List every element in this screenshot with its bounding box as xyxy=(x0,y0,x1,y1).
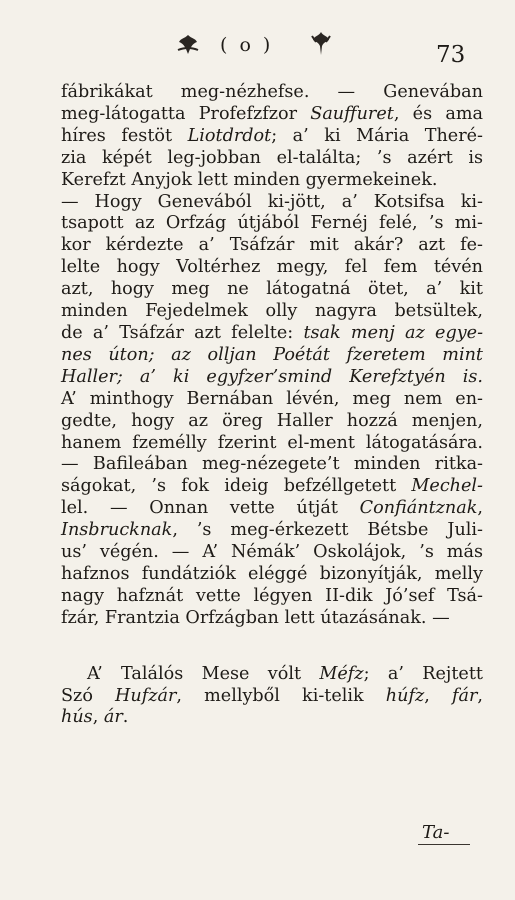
text-run: hafznos fundátziók eléggé bizonyítják, melly xyxy=(61,563,483,584)
main-paragraph xyxy=(61,82,483,630)
text-line xyxy=(61,664,483,686)
text-run: húfz xyxy=(385,685,425,706)
text-run: Szó xyxy=(61,685,116,706)
text-line xyxy=(61,454,483,476)
text-line xyxy=(61,411,483,433)
text-run: azt, hogy meg ne látogatná ötet, a’ kit xyxy=(61,279,483,300)
text-run: Sauffuret xyxy=(310,103,394,124)
text-run: , xyxy=(424,685,452,706)
text-run: tsak menj az egye- xyxy=(303,322,484,343)
page-header xyxy=(0,28,515,68)
floral-ornament-icon xyxy=(308,30,334,58)
text-run: minden Fejedelmek olly nagyra betsültek, xyxy=(61,301,483,322)
text-run: us’ végén. — A’ Némák’ Oskolájok, ’s más xyxy=(61,542,483,563)
section-gap xyxy=(61,630,483,664)
text-run: zia képét leg-jobban el-találta; ’s azért is xyxy=(61,147,483,168)
text-run: , mellyből ki-telik xyxy=(176,685,386,706)
text-line xyxy=(61,345,483,367)
text-line xyxy=(61,367,483,389)
text-line xyxy=(61,279,483,301)
text-run: tsapott az Orfzág útjából Fernéj felé, ’s mi- xyxy=(61,213,483,234)
text-line xyxy=(61,389,483,411)
text-run: Kerefzt Anyjok lett minden gyermekeinek. xyxy=(61,169,438,190)
text-run: , xyxy=(477,685,483,706)
text-line xyxy=(61,433,483,455)
text-line xyxy=(61,82,483,104)
text-line xyxy=(61,586,483,608)
text-line xyxy=(61,301,483,323)
text-run: , xyxy=(477,498,483,519)
text-run: hús xyxy=(61,707,93,728)
text-line xyxy=(61,257,483,279)
floral-ornament-icon xyxy=(175,32,201,56)
text-run: nagy hafznát vette légyen II-dik Jó’sef Tsá- xyxy=(61,585,483,606)
text-run: A’ minthogy Bernában lévén, meg nem en- xyxy=(61,388,483,409)
text-run: meg-látogatta Profefzfzor xyxy=(61,103,311,124)
text-run: ságokat, ’s fok ideig befzéllgetett xyxy=(61,476,412,497)
text-run: Méfz xyxy=(319,663,364,684)
text-run: de a’ Tsáfzár azt felelte: xyxy=(61,322,304,343)
body-text xyxy=(61,82,483,729)
text-line xyxy=(61,170,483,192)
text-run: — Hogy Genevából ki-jött, a’ Kotsifsa ki- xyxy=(61,191,483,212)
text-run: fár xyxy=(451,685,478,706)
text-run: , xyxy=(92,707,104,728)
text-run: Liotdrdot xyxy=(187,125,272,146)
text-run: kor kérdezte a’ Tsáfzár mit akár? azt fe- xyxy=(61,235,483,256)
text-line xyxy=(61,192,483,214)
text-run: ; a’ Rejtett xyxy=(363,663,483,684)
text-line xyxy=(61,235,483,257)
text-run: Confiántznak xyxy=(359,498,478,519)
text-run: fábrikákat meg-nézhefse. — Genevában xyxy=(61,82,483,102)
text-line xyxy=(61,608,483,630)
text-line xyxy=(61,686,483,708)
riddle-paragraph xyxy=(61,664,483,730)
signature-mark: ( o ) xyxy=(220,34,274,56)
text-line xyxy=(61,564,483,586)
text-run: A’ Találós Mese vólt xyxy=(87,663,320,684)
text-line xyxy=(61,498,483,520)
text-run: Insbrucknak xyxy=(61,520,173,541)
text-line xyxy=(61,104,483,126)
text-run: Hufzár xyxy=(115,685,177,706)
text-line xyxy=(61,707,483,729)
text-run: . xyxy=(122,707,129,728)
text-run: nes úton; az olljan Poétát fzeretem mint xyxy=(61,344,483,365)
text-run: ; a’ ki Mária Theré- xyxy=(271,125,483,146)
page-number: 73 xyxy=(436,42,466,68)
text-run: gedte, hogy az öreg Haller hozzá menjen, xyxy=(61,410,483,431)
text-run: ár xyxy=(103,707,123,728)
text-run: , és ama xyxy=(393,103,483,124)
catchword-underline xyxy=(418,844,470,845)
text-line xyxy=(61,148,483,170)
text-run: hanem fzemélly fzerint el-ment látogatására. xyxy=(61,432,483,453)
text-line xyxy=(61,213,483,235)
text-run: fzár, Frantzia Orfzágban lett útazásának. — xyxy=(61,607,450,628)
text-run: — Bafileában meg-nézegete’t minden ritka- xyxy=(61,454,483,475)
text-run: , ’s meg-érkezett Bétsbe Juli- xyxy=(172,520,483,541)
text-line xyxy=(61,542,483,564)
text-line xyxy=(61,520,483,542)
text-line xyxy=(61,476,483,498)
text-run: lel. — Onnan vette útját xyxy=(61,498,360,519)
text-run: híres festöt xyxy=(61,125,188,146)
text-run: Mechel- xyxy=(411,476,483,497)
text-run: Haller; a’ ki egyfzer’smind Kerefztyén is. xyxy=(61,366,483,387)
text-run: lelte hogy Voltérhez megy, fel fem tévén xyxy=(61,257,483,278)
text-line xyxy=(61,126,483,148)
catchword: Ta- xyxy=(422,822,450,843)
text-line xyxy=(61,323,483,345)
